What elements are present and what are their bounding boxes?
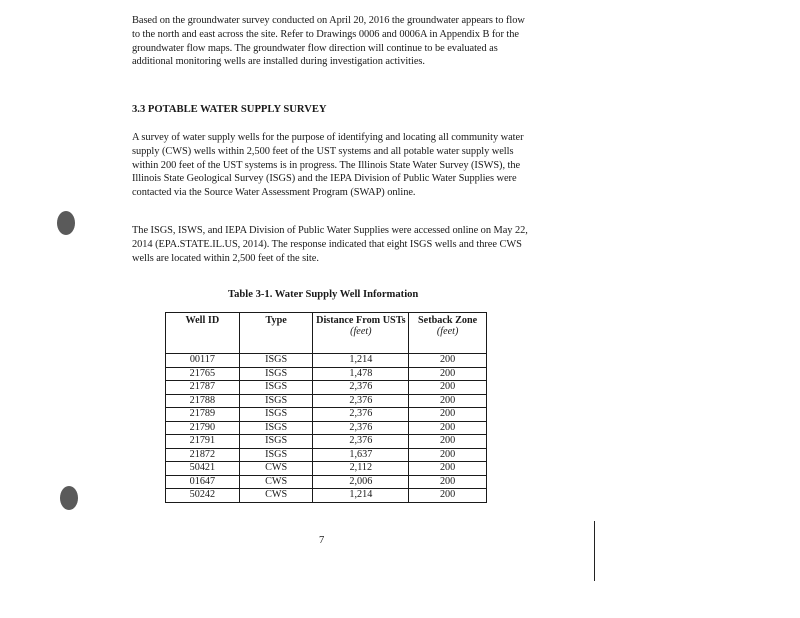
section-heading: 3.3 POTABLE WATER SUPPLY SURVEY xyxy=(132,104,327,115)
header-setback: Setback Zone (feet) xyxy=(409,313,487,354)
header-distance: Distance From USTs (feet) xyxy=(313,313,409,354)
table-row xyxy=(166,435,487,449)
table-header-row xyxy=(166,313,487,354)
cell-distance: 1,214 xyxy=(313,354,409,368)
cell-setback: 200 xyxy=(409,421,487,435)
header-well-id: Well ID xyxy=(166,313,240,354)
cell-distance: 1,637 xyxy=(313,448,409,462)
table-row xyxy=(166,381,487,395)
cell-distance: 1,478 xyxy=(313,367,409,381)
cell-well-id: 21789 xyxy=(166,408,240,422)
cell-distance: 2,112 xyxy=(313,462,409,476)
cell-well-id: 21790 xyxy=(166,421,240,435)
groundwater-paragraph: Based on the groundwater survey conducted on April 20, 2016 the groundwater appears to flow to the north and east across the site. Refer to Drawings 0006 and 0006A in Appendix B for the groundwater flow maps. The groundwater flow direction will continue to be evaluated as additional monitoring wells are installed during investigation activities. xyxy=(132,15,525,68)
table-row xyxy=(166,367,487,381)
cell-type: ISGS xyxy=(239,354,313,368)
cell-setback: 200 xyxy=(409,408,487,422)
cell-setback: 200 xyxy=(409,354,487,368)
cell-well-id: 21791 xyxy=(166,435,240,449)
table-row xyxy=(166,408,487,422)
response-paragraph: The ISGS, ISWS, and IEPA Division of Public Water Supplies were accessed online on May 22, 2014 (EPA.STATE.IL.US, 2014). The response indicated that eight ISGS wells and three CWS wells are located within 2,500 feet of the site. xyxy=(132,225,528,264)
margin-line xyxy=(594,521,595,581)
cell-well-id: 50242 xyxy=(166,489,240,503)
cell-type: ISGS xyxy=(239,448,313,462)
cell-distance: 2,376 xyxy=(313,394,409,408)
cell-setback: 200 xyxy=(409,435,487,449)
cell-setback: 200 xyxy=(409,381,487,395)
cell-type: ISGS xyxy=(239,367,313,381)
cell-well-id: 21765 xyxy=(166,367,240,381)
cell-type: CWS xyxy=(239,475,313,489)
header-distance-unit: (feet) xyxy=(350,326,372,337)
cell-setback: 200 xyxy=(409,394,487,408)
cell-distance: 2,376 xyxy=(313,421,409,435)
binder-hole-bottom xyxy=(60,486,78,510)
cell-distance: 1,214 xyxy=(313,489,409,503)
cell-well-id: 21872 xyxy=(166,448,240,462)
cell-well-id: 50421 xyxy=(166,462,240,476)
cell-setback: 200 xyxy=(409,475,487,489)
table-row xyxy=(166,354,487,368)
survey-paragraph: A survey of water supply wells for the purpose of identifying and locating all community water supply (CWS) wells within 2,500 feet of the UST systems and all potable water supply wells within 200 feet of the UST systems is in progress. The Illinois State Water Survey (ISWS), the Illinois State Geological Survey (ISGS) and the IEPA Division of Public Water Supplies were contacted via the Source Water Assessment Program (SWAP) online. xyxy=(132,132,524,199)
cell-type: ISGS xyxy=(239,381,313,395)
cell-well-id: 21788 xyxy=(166,394,240,408)
cell-type: CWS xyxy=(239,489,313,503)
table-row xyxy=(166,394,487,408)
page-number: 7 xyxy=(319,535,325,546)
water-supply-well-table xyxy=(165,312,487,503)
header-setback-unit: (feet) xyxy=(436,326,459,337)
cell-type: ISGS xyxy=(239,394,313,408)
cell-well-id: 21787 xyxy=(166,381,240,395)
table-row xyxy=(166,448,487,462)
header-type: Type xyxy=(239,313,313,354)
cell-type: ISGS xyxy=(239,408,313,422)
cell-distance: 2,006 xyxy=(313,475,409,489)
cell-type: CWS xyxy=(239,462,313,476)
table-row xyxy=(166,475,487,489)
cell-setback: 200 xyxy=(409,367,487,381)
binder-hole-top xyxy=(57,211,75,235)
cell-setback: 200 xyxy=(409,489,487,503)
cell-distance: 2,376 xyxy=(313,435,409,449)
cell-type: ISGS xyxy=(239,421,313,435)
table-row xyxy=(166,489,487,503)
cell-type: ISGS xyxy=(239,435,313,449)
cell-well-id: 01647 xyxy=(166,475,240,489)
table-caption: Table 3-1. Water Supply Well Information xyxy=(228,289,419,300)
cell-distance: 2,376 xyxy=(313,381,409,395)
cell-distance: 2,376 xyxy=(313,408,409,422)
table-row xyxy=(166,421,487,435)
table-row xyxy=(166,462,487,476)
cell-well-id: 00117 xyxy=(166,354,240,368)
cell-setback: 200 xyxy=(409,448,487,462)
cell-setback: 200 xyxy=(409,462,487,476)
